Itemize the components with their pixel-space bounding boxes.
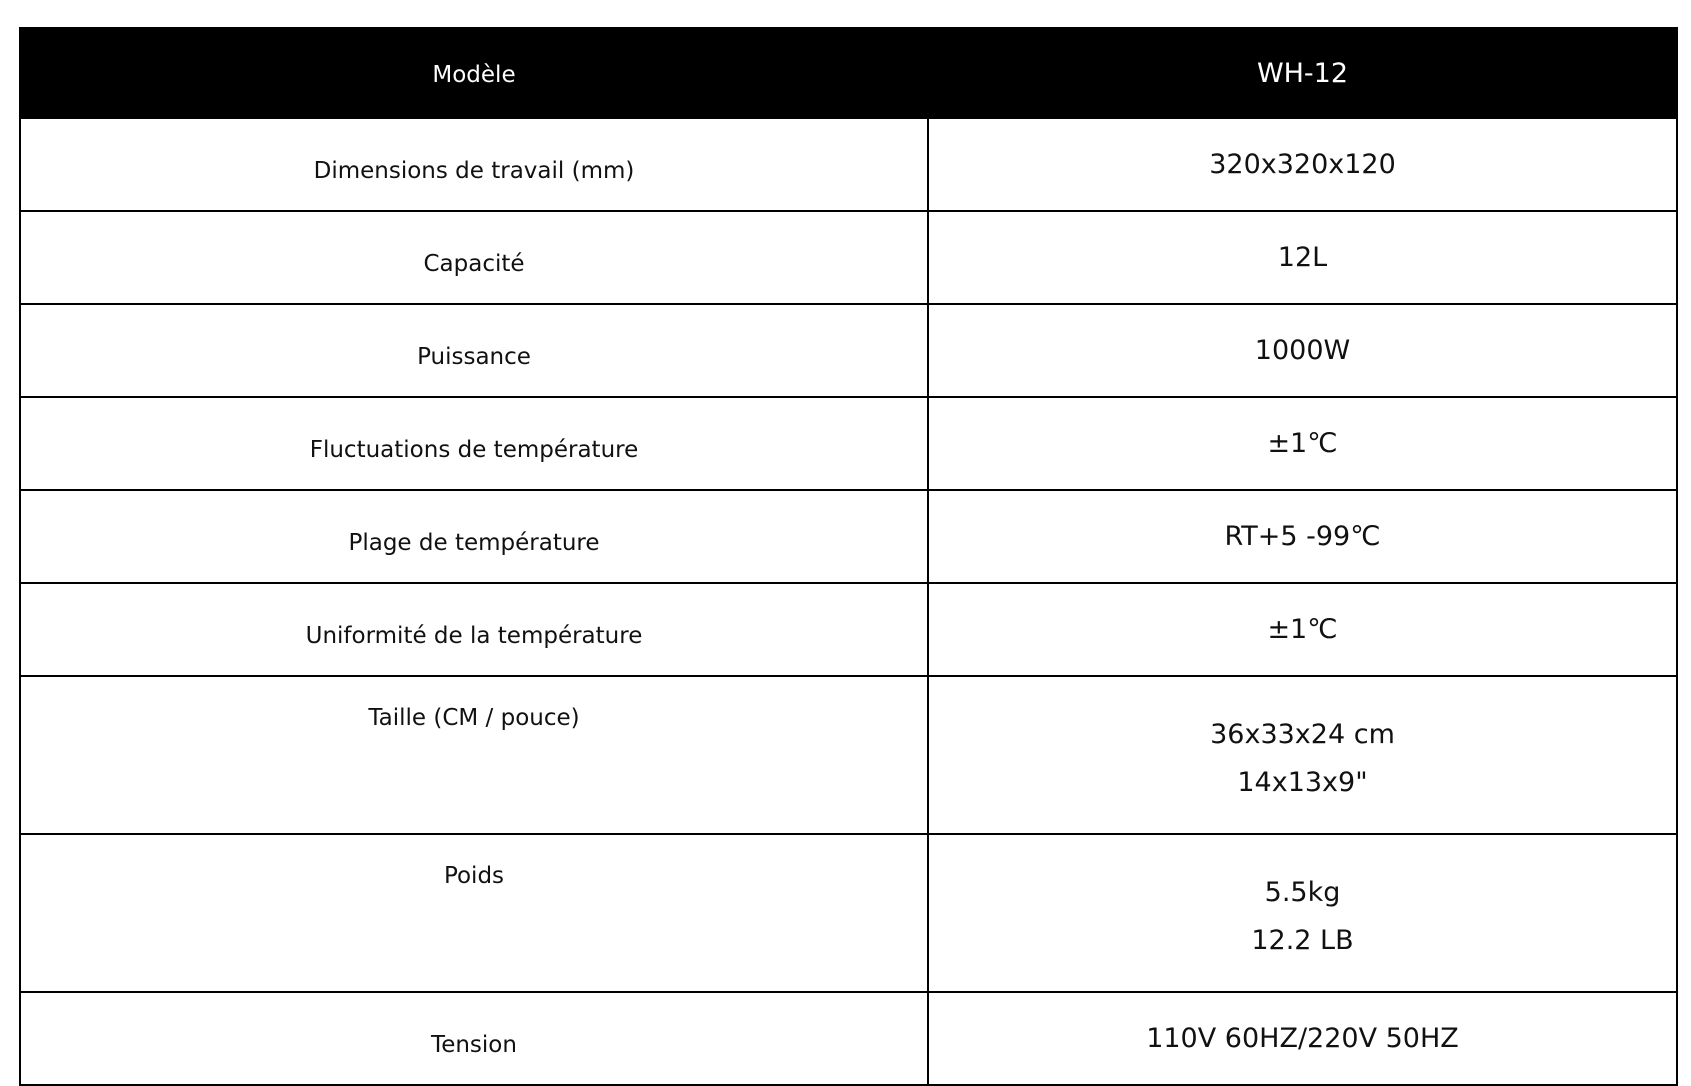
row-value-line: 1000W xyxy=(1254,335,1351,366)
header-model-label: Modèle xyxy=(20,28,928,118)
table-row xyxy=(20,211,1677,304)
table-row xyxy=(20,118,1677,211)
row-value-line: RT+5 -99℃ xyxy=(1224,521,1381,552)
row-value xyxy=(928,304,1677,397)
table-row xyxy=(20,834,1677,992)
row-value-line: 110V 60HZ/220V 50HZ xyxy=(1146,1023,1459,1054)
row-value xyxy=(928,676,1677,834)
row-value-line: 12.2 LB xyxy=(1251,925,1354,956)
row-value-line: 12L xyxy=(1277,242,1328,273)
row-value xyxy=(928,397,1677,490)
table-row xyxy=(20,397,1677,490)
row-value-line: 5.5kg xyxy=(1264,877,1341,908)
row-value xyxy=(928,118,1677,211)
row-label: Poids xyxy=(20,834,928,992)
row-value-line: 320x320x120 xyxy=(1209,149,1396,180)
row-value xyxy=(928,992,1677,1085)
table-row xyxy=(20,304,1677,397)
row-value xyxy=(928,211,1677,304)
row-label: Fluctuations de température xyxy=(20,397,928,490)
row-value-line: ±1℃ xyxy=(1267,428,1338,459)
row-value xyxy=(928,490,1677,583)
row-value xyxy=(928,834,1677,992)
table-row xyxy=(20,490,1677,583)
row-label: Tension xyxy=(20,992,928,1085)
row-label: Taille (CM / pouce) xyxy=(20,676,928,834)
row-label: Dimensions de travail (mm) xyxy=(20,118,928,211)
row-value xyxy=(928,583,1677,676)
row-label: Plage de température xyxy=(20,490,928,583)
row-value-line: 36x33x24 cm xyxy=(1210,719,1395,750)
table-row xyxy=(20,676,1677,834)
table-row xyxy=(20,992,1677,1085)
row-label: Puissance xyxy=(20,304,928,397)
table-row xyxy=(20,583,1677,676)
row-value-line: 14x13x9" xyxy=(1237,767,1368,798)
row-value-line: ±1℃ xyxy=(1267,614,1338,645)
table-header-row xyxy=(20,28,1677,118)
spec-table xyxy=(19,27,1678,1086)
row-label: Capacité xyxy=(20,211,928,304)
header-model-value: WH-12 xyxy=(928,28,1677,118)
row-label: Uniformité de la température xyxy=(20,583,928,676)
